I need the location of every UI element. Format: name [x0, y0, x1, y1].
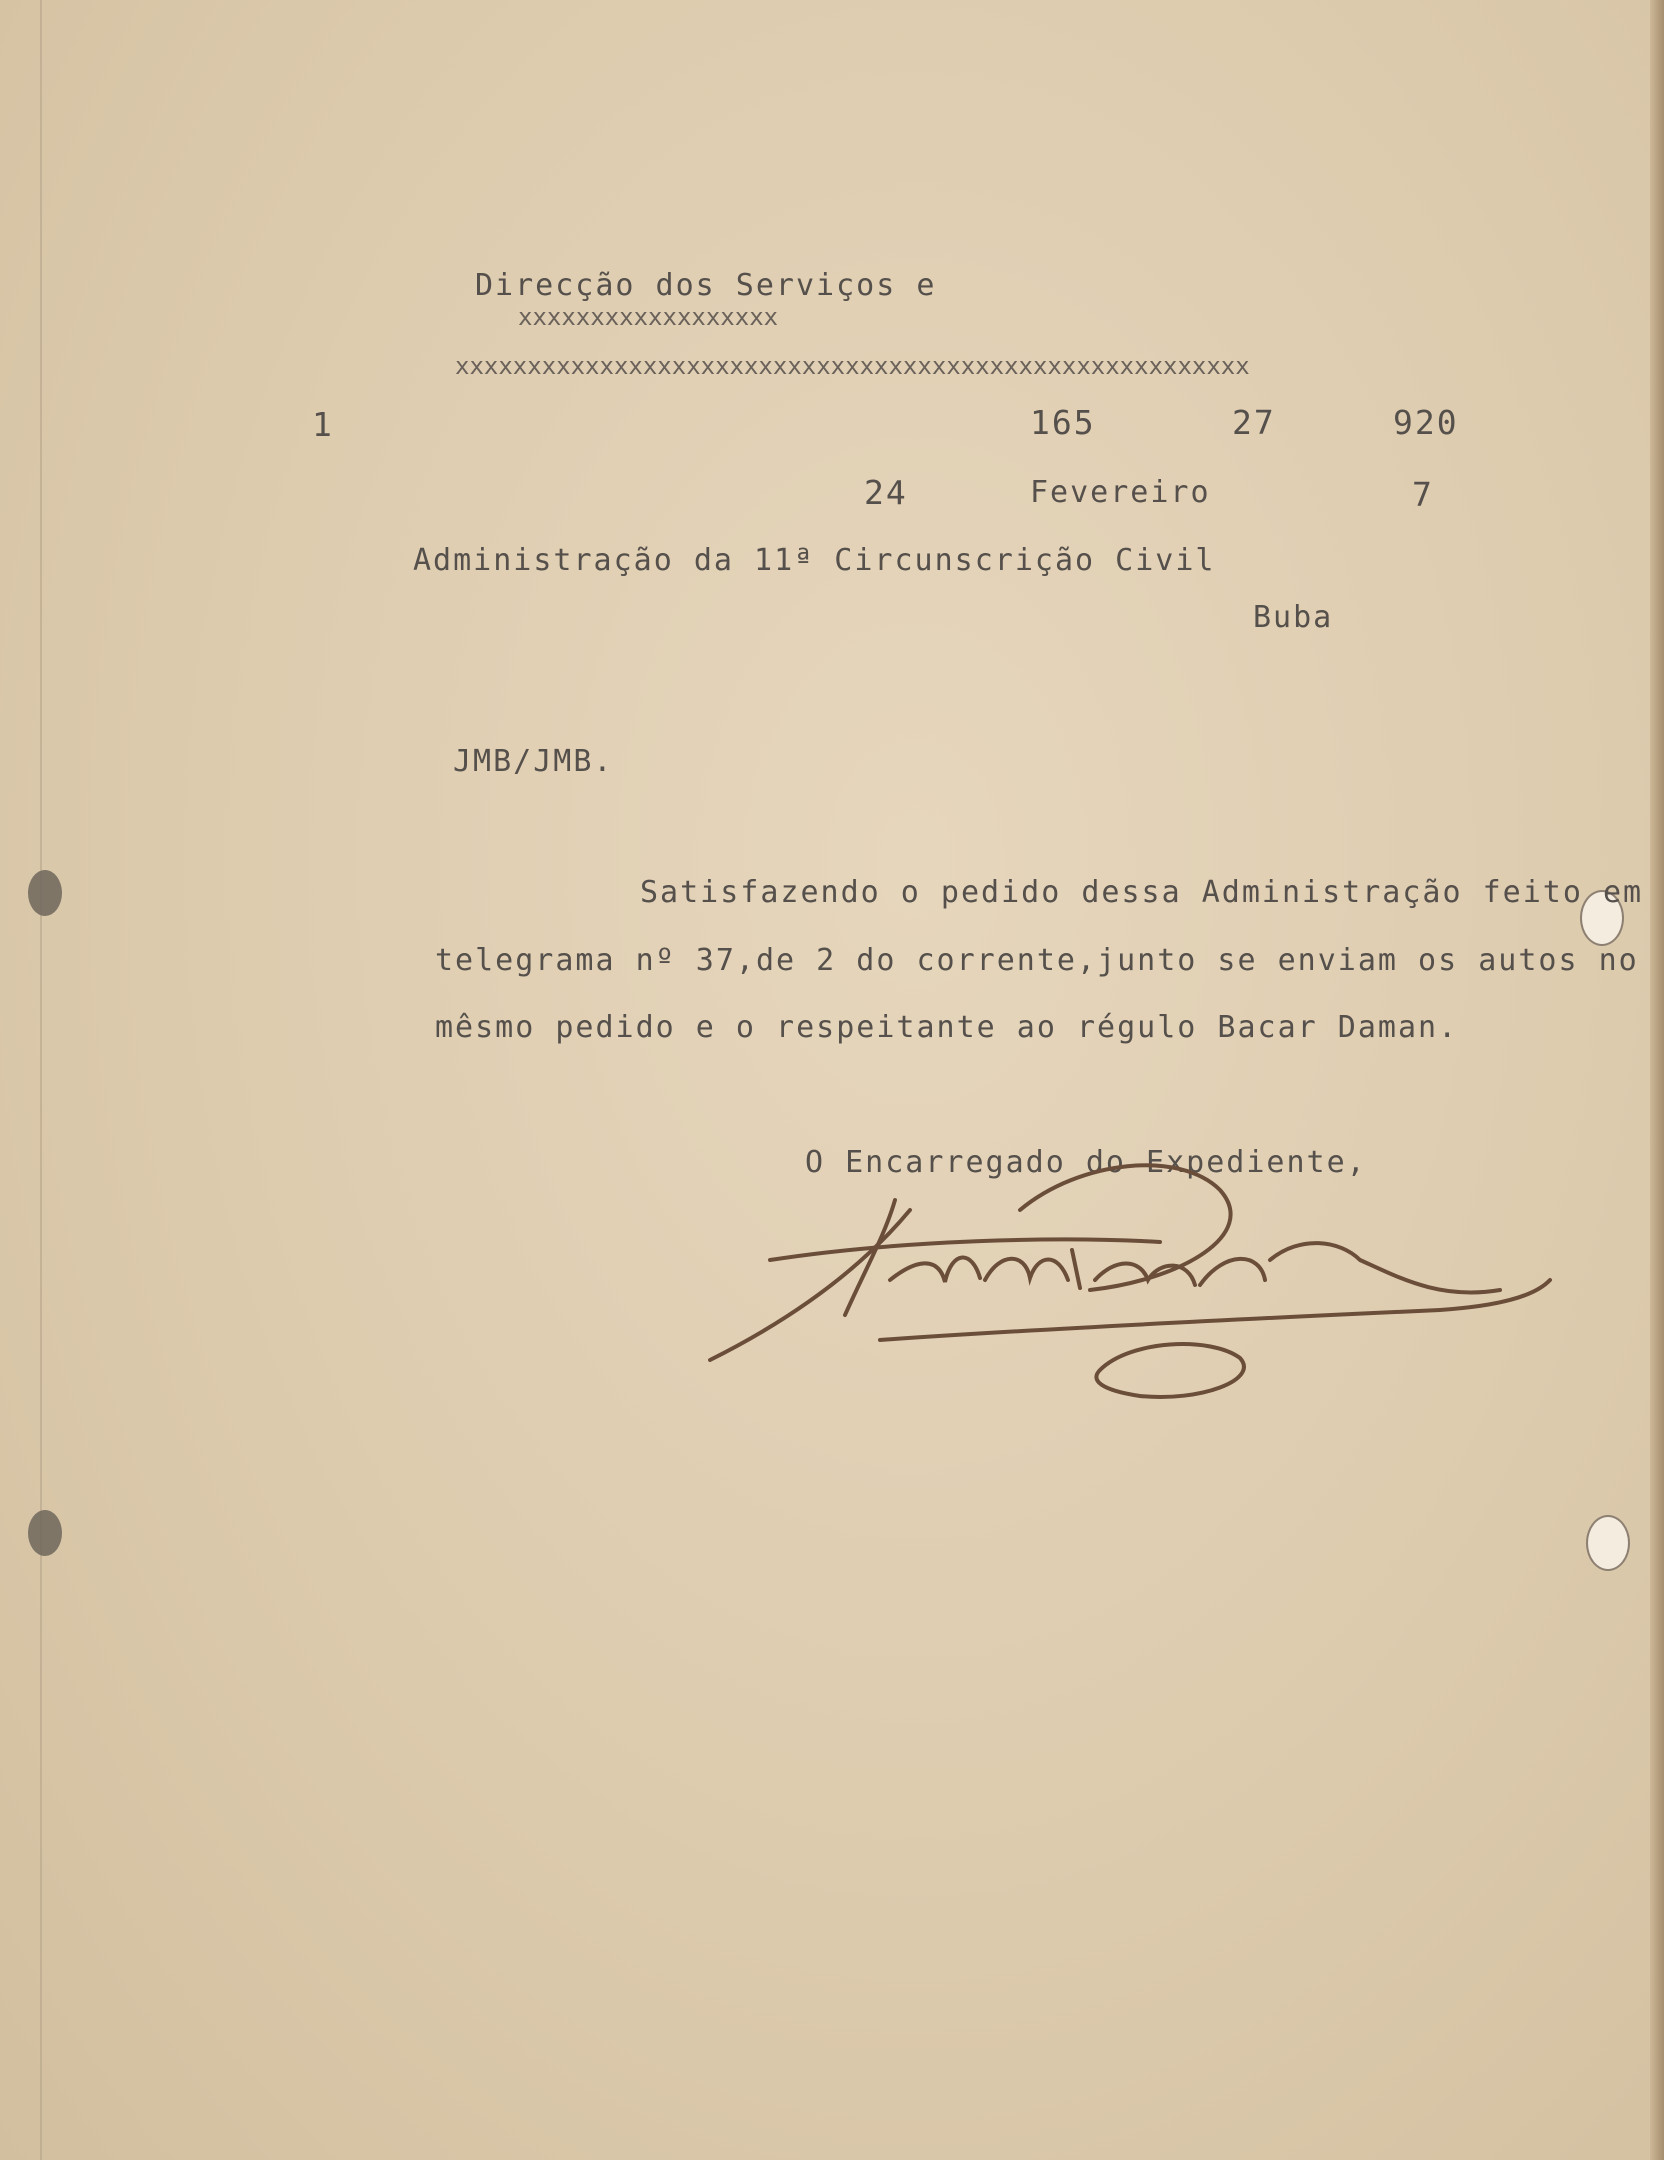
- addressee-office: Administração da 11ª Circunscrição Civil: [413, 543, 1216, 578]
- closing-line: O Encarregado do Expediente,: [805, 1145, 1367, 1180]
- strike-line-short: xxxxxxxxxxxxxxxxxx: [518, 303, 779, 331]
- binding-edge: [40, 0, 52, 2160]
- reference-code: 27: [1232, 403, 1276, 442]
- strike-line-long: xxxxxxxxxxxxxxxxxxxxxxxxxxxxxxxxxxxxxxxxxxxxxxxxxxxxxxx: [455, 352, 1250, 380]
- punch-hole-right-bottom: [1586, 1515, 1630, 1571]
- body-line-2: telegrama nº 37,de 2 do corrente,junto se enviam os autos no: [435, 943, 1639, 978]
- body-line-3: mêsmo pedido e o respeitante ao régulo Bacar Daman.: [435, 1010, 1459, 1045]
- reference-item: 1: [312, 405, 334, 444]
- directorate-heading: Direcção dos Serviços e: [475, 268, 937, 303]
- reference-number: 165: [1030, 403, 1096, 442]
- page-right-edge: [1650, 0, 1664, 2160]
- date-day: 24: [864, 473, 908, 512]
- punch-hole-top: [28, 870, 62, 916]
- body-line-1: Satisfazendo o pedido dessa Administração feito em: [640, 875, 1644, 910]
- reference-year: 920: [1393, 403, 1459, 442]
- date-year-digit: 7: [1412, 475, 1434, 514]
- reference-initials: JMB/JMB.: [453, 744, 614, 779]
- addressee-place: Buba: [1253, 600, 1334, 635]
- punch-hole-bottom: [28, 1510, 62, 1556]
- date-month: Fevereiro: [1030, 475, 1211, 510]
- handwritten-signature: [700, 1140, 1560, 1400]
